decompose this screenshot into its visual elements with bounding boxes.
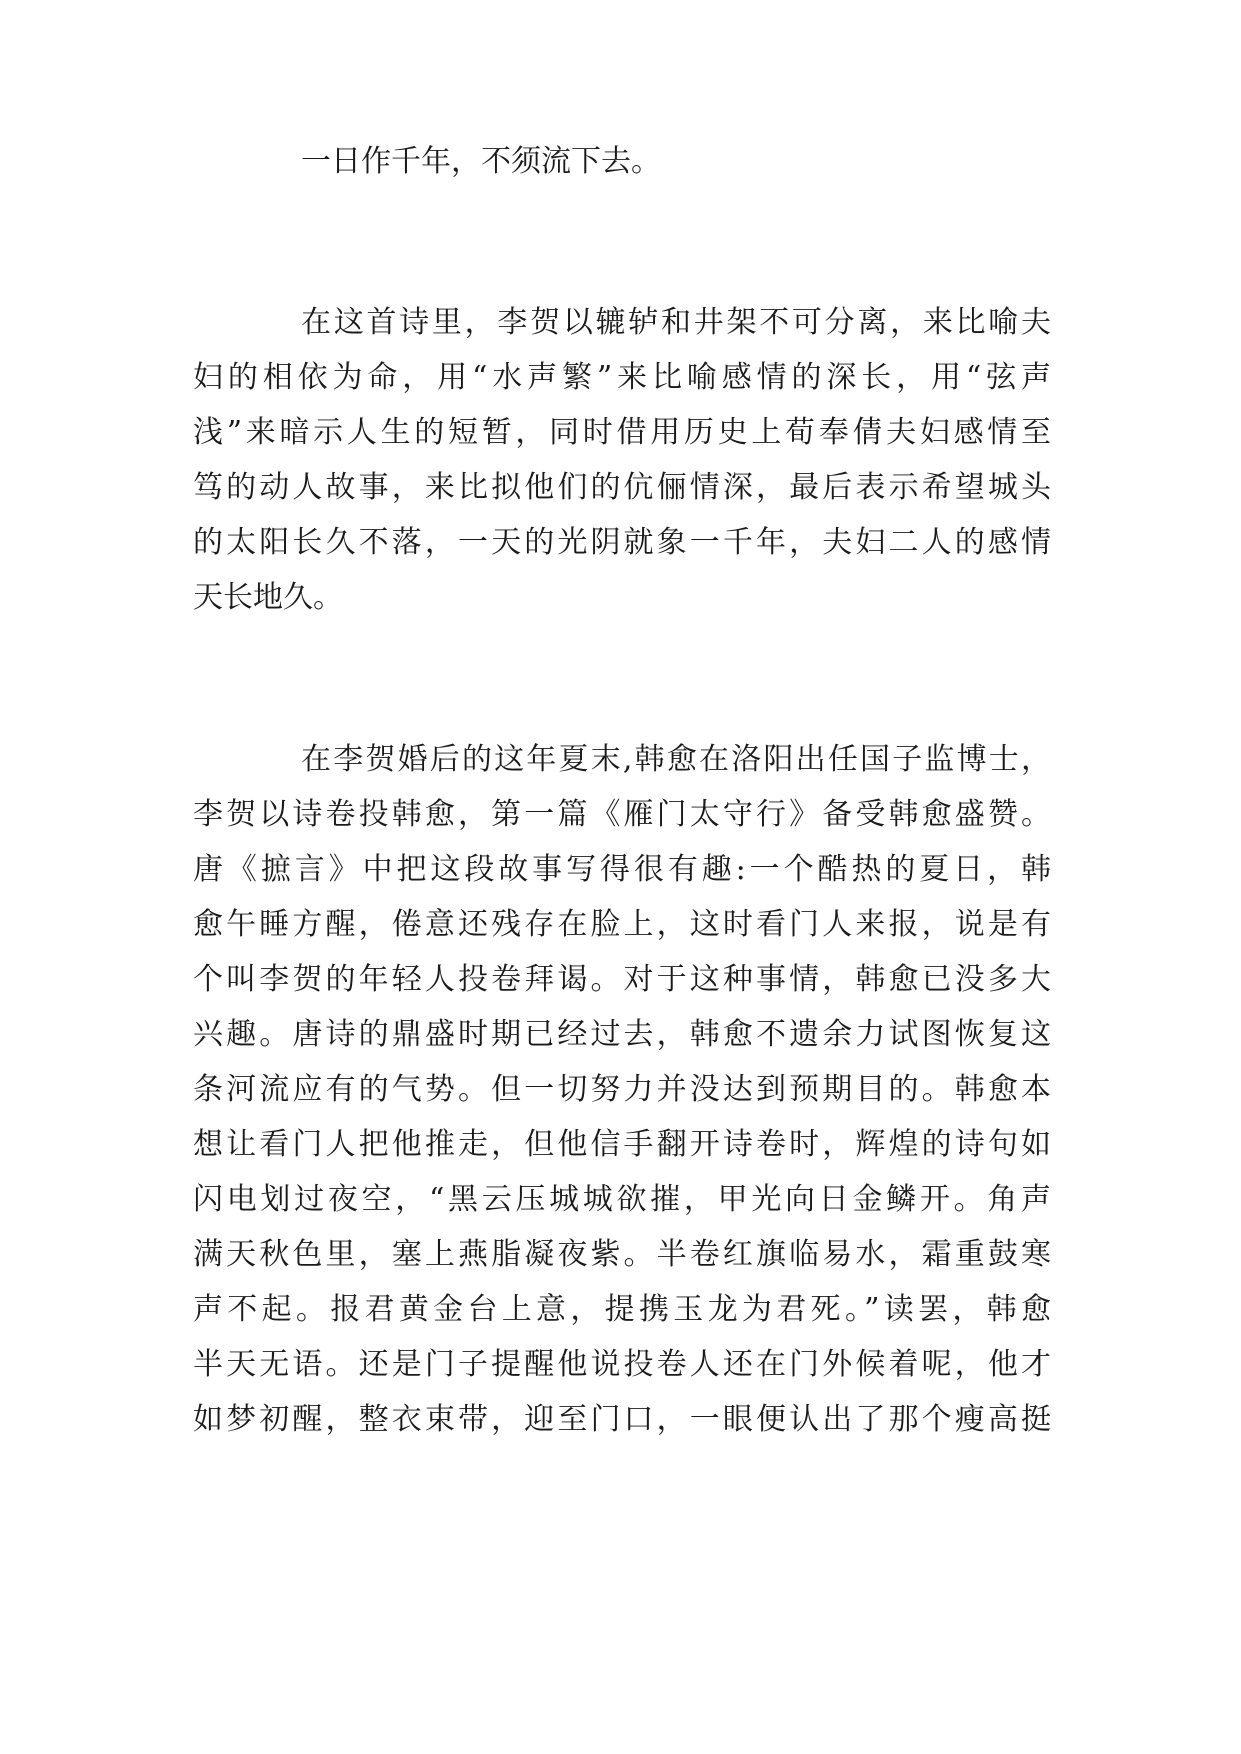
paragraph-2-line-1: 在李贺婚后的这年夏末,韩愈在洛阳出任国子监博士， (301, 742, 1051, 777)
paragraph-1-line-6: 天长地久。 (193, 580, 343, 615)
paragraph-2-line-9: 闪电划过夜空，“黑云压城城欲摧，甲光向日金鳞开。角声 (193, 1182, 1051, 1217)
paragraph-2-line-6: 兴趣。唐诗的鼎盛时期已经过去，韩愈不遗余力试图恢复这 (193, 1017, 1051, 1052)
paragraph-1-line-1: 在这首诗里，李贺以辘轳和井架不可分离，来比喻夫 (301, 305, 1051, 340)
paragraph-2-line-11: 声不起。报君黄金台上意，提携玉龙为君死。”读罢，韩愈 (193, 1292, 1051, 1327)
paragraph-2-line-2: 李贺以诗卷投韩愈，第一篇《雁门太守行》备受韩愈盛赞。 (193, 797, 1051, 832)
paragraph-1-line-2: 妇的相依为命，用“水声繁”来比喻感情的深长，用“弦声 (193, 360, 1051, 395)
paragraph-2-line-7: 条河流应有的气势。但一切努力并没达到预期目的。韩愈本 (193, 1072, 1051, 1107)
paragraph-2-line-5: 个叫李贺的年轻人投卷拜谒。对于这种事情，韩愈已没多大 (193, 962, 1051, 997)
paragraph-2-line-4: 愈午睡方醒，倦意还残存在脸上，这时看门人来报，说是有 (193, 907, 1051, 942)
paragraph-2-line-3: 唐《摭言》中把这段故事写得很有趣:一个酷热的夏日，韩 (193, 852, 1051, 887)
verse-line: 一日作千年，不须流下去。 (301, 144, 661, 179)
paragraph-2-line-8: 想让看门人把他推走，但他信手翻开诗卷时，辉煌的诗句如 (193, 1127, 1051, 1162)
paragraph-2-line-13: 如梦初醒，整衣束带，迎至门口，一眼便认出了那个瘦高挺 (193, 1402, 1051, 1437)
paragraph-1-line-5: 的太阳长久不落，一天的光阴就象一千年，夫妇二人的感情 (193, 525, 1051, 560)
paragraph-1-line-3: 浅”来暗示人生的短暂，同时借用历史上荀奉倩夫妇感情至 (193, 415, 1051, 450)
paragraph-1-line-4: 笃的动人故事，来比拟他们的伉俪情深，最后表示希望城头 (193, 470, 1051, 505)
paragraph-2-line-12: 半天无语。还是门子提醒他说投卷人还在门外候着呢，他才 (193, 1347, 1051, 1382)
paragraph-2-line-10: 满天秋色里，塞上燕脂凝夜紫。半卷红旗临易水，霜重鼓寒 (193, 1237, 1051, 1272)
